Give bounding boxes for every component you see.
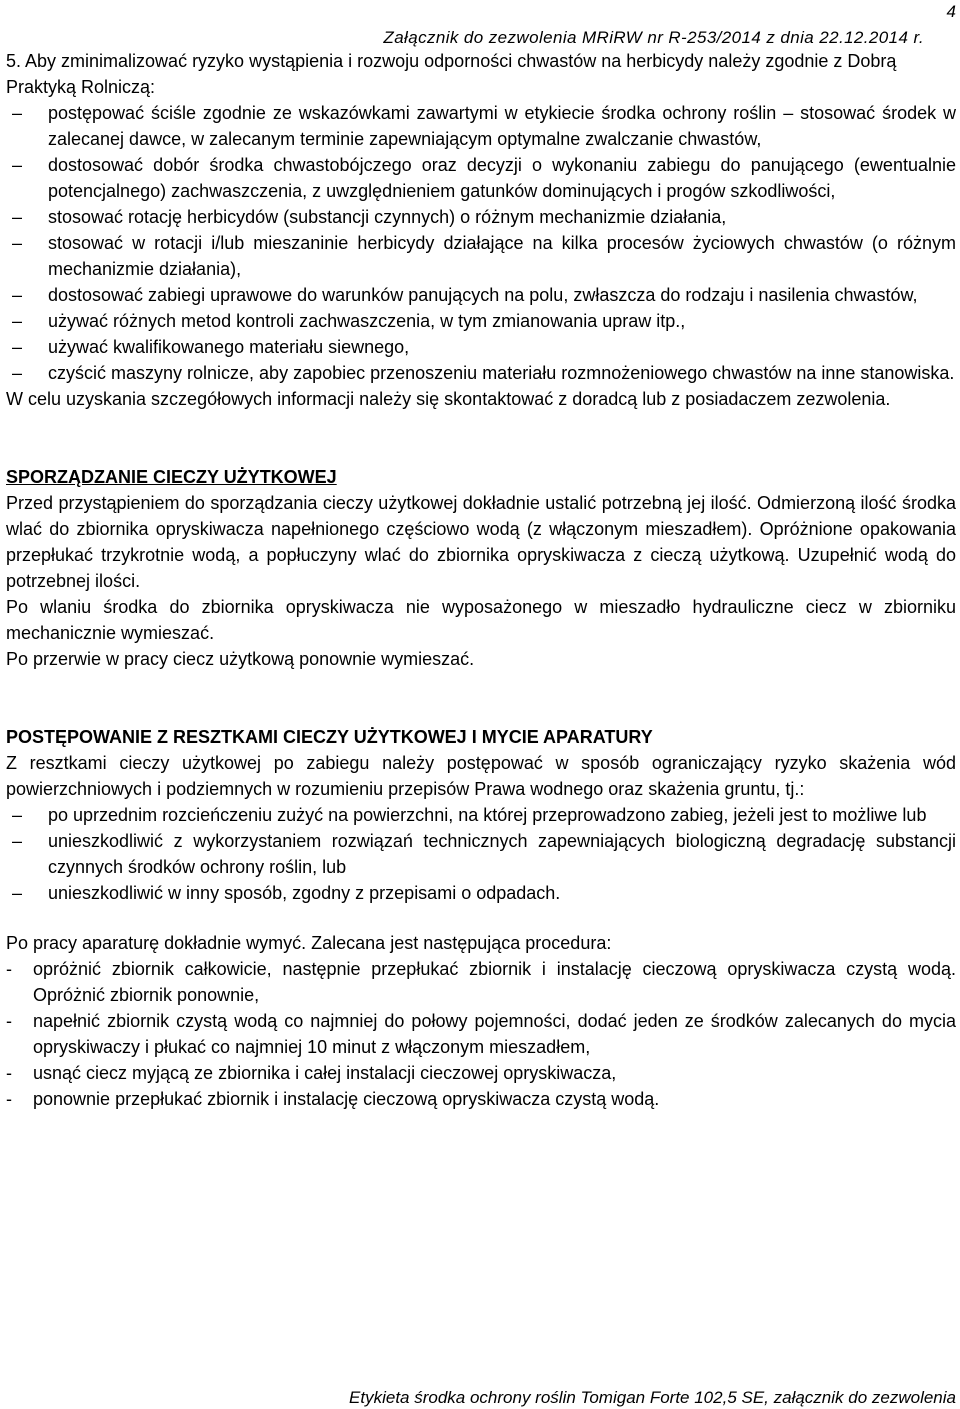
list-item-text: czyścić maszyny rolnicze, aby zapobiec przenoszeniu materiału rozmnożeniowego chwastów na inne stanowiska.	[48, 363, 955, 383]
hyphen-bullet: -	[6, 959, 12, 979]
section-residues	[6, 724, 956, 1112]
preparation-heading: SPORZĄDZANIE CIECZY UŻYTKOWEJ	[6, 467, 337, 487]
dash-bullet: –	[11, 363, 22, 383]
list-item	[6, 360, 956, 386]
list-item-text: używać kwalifikowanego materiału siewnego,	[48, 337, 410, 357]
list-item	[6, 204, 956, 230]
residues-list	[6, 802, 956, 906]
section-resistance	[6, 48, 956, 412]
dash-bullet: –	[11, 103, 22, 123]
dash-bullet: –	[11, 233, 22, 253]
list-item-text: napełnić zbiornik czystą wodą co najmniej do połowy pojemności, dodać jeden ze środków zalecanych do mycia opryskiwaczy i płukać co najmniej 10 minut z włączonym mieszadłem,	[33, 1011, 956, 1057]
preparation-para-1: Przed przystąpieniem do sporządzania cieczy użytkowej dokładnie ustalić potrzebną jej ilość. Odmierzoną ilość środka wlać do zbiornika opryskiwacza napełnionego częściowo wodą (z włączonym mieszadłem). Opróżnione opakowania przepłukać trzykrotnie wodą, a popłuczyny wlać do zbiornika opryskiwacza z cieczą użytkową. Uzupełnić wodą do potrzebnej ilości.	[6, 493, 956, 591]
spacer	[6, 412, 956, 464]
preparation-para-3: Po przerwie w pracy ciecz użytkową ponownie wymieszać.	[6, 649, 475, 669]
cleaning-intro: Po pracy aparaturę dokładnie wymyć. Zalecana jest następująca procedura:	[6, 933, 612, 953]
list-item	[6, 282, 956, 308]
list-item-text: stosować rotację herbicydów (substancji czynnych) o różnym mechanizmie działania,	[48, 207, 727, 227]
list-item-text: postępować ściśle zgodnie ze wskazówkami zawartymi w etykiecie środka ochrony roślin – stosować środek w zalecanej dawce, w zalecanym terminie zapewniającym optymalne zwalczanie chwastów,	[48, 103, 956, 149]
hyphen-bullet: -	[6, 1089, 12, 1109]
list-item	[6, 1060, 956, 1086]
hyphen-bullet: -	[6, 1063, 12, 1083]
list-item-text: usnąć ciecz myjącą ze zbiornika i całej instalacji cieczowej opryskiwacza,	[33, 1063, 617, 1083]
preparation-para-2: Po wlaniu środka do zbiornika opryskiwacza nie wyposażonego w mieszadło hydrauliczne ciecz w zbiorniku mechanicznie wymieszać.	[6, 597, 956, 643]
page-number: 4	[946, 2, 956, 21]
list-item-text: po uprzednim rozcieńczeniu zużyć na powierzchni, na której przeprowadzono zabieg, jeżeli jest to możliwe lub	[48, 805, 927, 825]
list-item	[6, 334, 956, 360]
section-preparation	[6, 464, 956, 672]
list-item-text: unieszkodliwić z wykorzystaniem rozwiązań technicznych zapewniających biologiczną degradację substancji czynnych środków ochrony roślin, lub	[48, 831, 956, 877]
dash-bullet: –	[11, 805, 22, 825]
resistance-practices-list	[6, 100, 956, 386]
list-item	[6, 230, 956, 282]
dash-bullet: –	[11, 311, 22, 331]
dash-bullet: –	[11, 883, 22, 903]
dash-bullet: –	[11, 831, 22, 851]
list-item	[6, 1086, 956, 1112]
spacer	[6, 906, 956, 930]
list-item-text: dostosować dobór środka chwastobójczego oraz decyzji o wykonaniu zabiegu do panującego (ewentualnie potencjalnego) zachwaszczenia, z uwzględnieniem gatunków dominujących i progów szkodliwości,	[48, 155, 956, 201]
list-item-text: unieszkodliwić w inny sposób, zgodny z przepisami o odpadach.	[48, 883, 561, 903]
dash-bullet: –	[11, 337, 22, 357]
list-item	[6, 956, 956, 1008]
list-item	[6, 828, 956, 880]
list-item-text: opróżnić zbiornik całkowicie, następnie przepłukać zbiornik i instalację cieczową opryskiwacza czystą wodą. Opróżnić zbiornik ponownie,	[33, 959, 956, 1005]
list-item	[6, 308, 956, 334]
permit-reference: Załącznik do zezwolenia MRiRW nr R-253/2014 z dnia 22.12.2014 r.	[383, 28, 924, 47]
list-item-text: ponownie przepłukać zbiornik i instalację cieczową opryskiwacza czystą wodą.	[33, 1089, 660, 1109]
dash-bullet: –	[11, 207, 22, 227]
list-item-text: stosować w rotacji i/lub mieszaninie herbicydy działające na kilka procesów życiowych chwastów (o różnym mechanizmie działania),	[48, 233, 956, 279]
list-item-text: używać różnych metod kontroli zachwaszczenia, w tym zmianowania upraw itp.,	[48, 311, 686, 331]
dash-bullet: –	[11, 285, 22, 305]
dash-bullet: –	[11, 155, 22, 175]
list-item	[6, 880, 956, 906]
hyphen-bullet: -	[6, 1011, 12, 1031]
list-item	[6, 1008, 956, 1060]
list-item-text: dostosować zabiegi uprawowe do warunków panujących na polu, zwłaszcza do rodzaju i nasilenia chwastów,	[48, 285, 918, 305]
spacer	[6, 672, 956, 724]
list-item	[6, 100, 956, 152]
residues-intro: Z resztkami cieczy użytkowej po zabiegu należy postępować w sposób ograniczający ryzyko skażenia wód powierzchniowych i podziemnych w rozumieniu przepisów Prawa wodnego oraz skażenia gruntu, tj.:	[6, 753, 956, 799]
document-body	[6, 48, 956, 1112]
page-footer: Etykieta środka ochrony roślin Tomigan Forte 102,5 SE, załącznik do zezwolenia	[349, 1388, 956, 1407]
section5-closing: W celu uzyskania szczegółowych informacji należy się skontaktować z doradcą lub z posiadaczem zezwolenia.	[6, 389, 891, 409]
section5-intro: 5. Aby zminimalizować ryzyko wystąpienia i rozwoju odporności chwastów na herbicydy należy zgodnie z Dobrą Praktyką Rolniczą:	[6, 51, 897, 97]
residues-heading: POSTĘPOWANIE Z RESZTKAMI CIECZY UŻYTKOWEJ I MYCIE APARATURY	[6, 727, 653, 747]
list-item	[6, 802, 956, 828]
list-item	[6, 152, 956, 204]
cleaning-steps-list	[6, 956, 956, 1112]
